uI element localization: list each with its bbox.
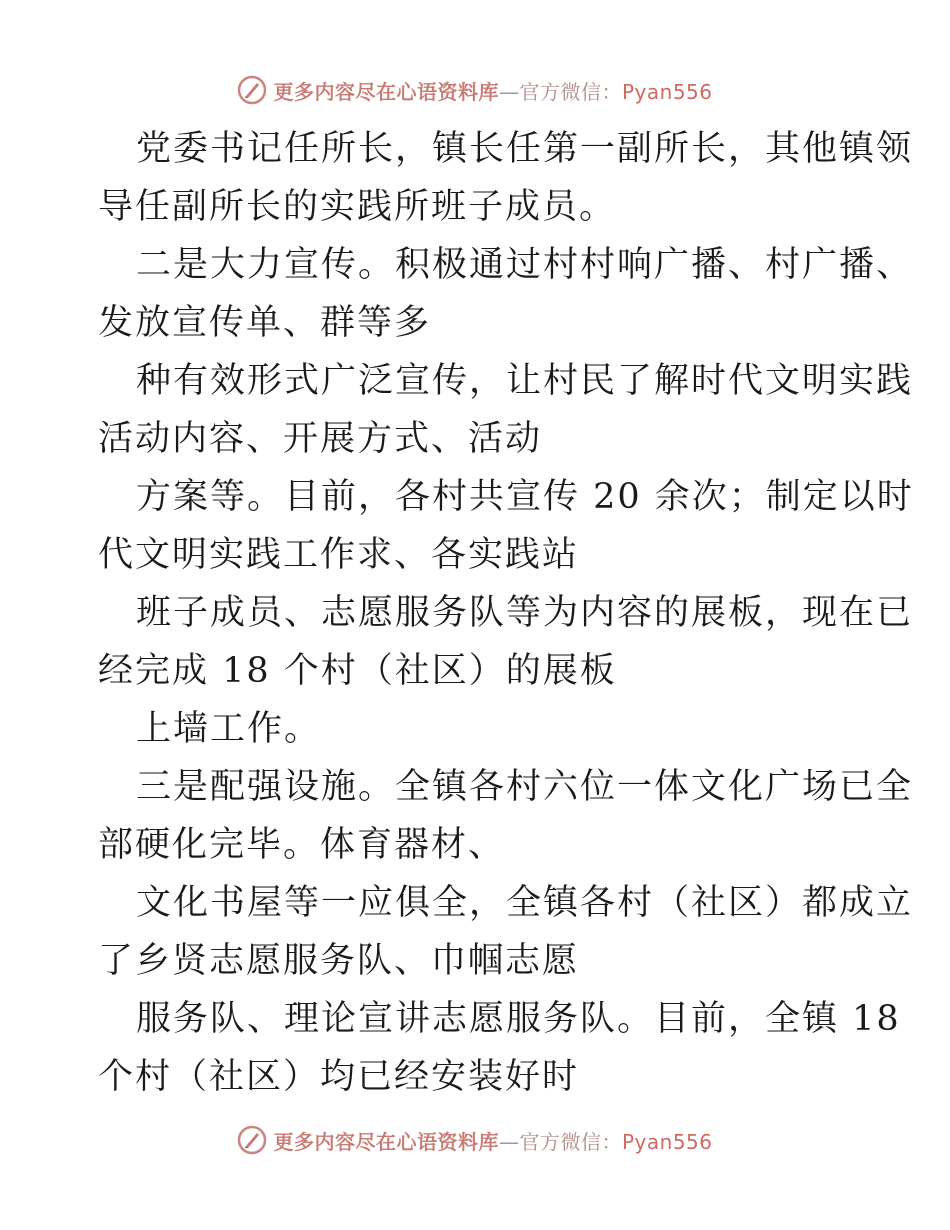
watermark-separator: —	[498, 1129, 520, 1154]
text-line: 班子成员、志愿服务队等为内容的展板，现在已	[136, 593, 914, 633]
text-line: 经完成 18 个村（社区）的展板	[98, 651, 617, 691]
text-line: 三是配强设施。全镇各村六位一体文化广场已全	[136, 767, 914, 807]
text-line: 发放宣传单、群等多	[98, 303, 432, 343]
text-line: 个村（社区）均已经安装好时	[98, 1057, 580, 1097]
text-line: 党委书记任所长，镇长任第一副所长，其他镇领	[136, 129, 914, 169]
watermark-separator: —	[498, 79, 520, 104]
document-body	[98, 120, 914, 1106]
text-line: 服务队、理论宣讲志愿服务队。目前，全镇 18	[136, 999, 901, 1039]
text-line: 导任副所长的实践所班子成员。	[98, 187, 617, 227]
watermark-label: 官方微信：	[519, 79, 622, 104]
watermark-account: Pyan556	[621, 1129, 713, 1154]
text-line: 文化书屋等一应俱全，全镇各村（社区）都成立	[136, 883, 914, 923]
quill-logo-icon	[237, 75, 267, 105]
quill-logo-icon	[237, 1125, 267, 1155]
header-watermark	[0, 70, 950, 110]
text-line: 方案等。目前，各村共宣传 20 余次；制定以时	[136, 477, 914, 517]
watermark-label: 官方微信：	[519, 1129, 622, 1154]
text-line: 种有效形式广泛宣传，让村民了解时代文明实践	[136, 361, 914, 401]
text-line: 二是大力宣传。积极通过村村响广播、村广播、	[136, 245, 914, 285]
text-line: 代文明实践工作求、各实践站	[98, 535, 580, 575]
watermark-account: Pyan556	[621, 79, 713, 104]
text-line: 部硬化完毕。体育器材、	[98, 825, 506, 865]
footer-watermark	[0, 1120, 950, 1160]
watermark-site: 更多内容尽在心语资料库	[273, 1129, 499, 1154]
text-line: 上墙工作。	[136, 709, 322, 749]
watermark-site: 更多内容尽在心语资料库	[273, 79, 499, 104]
text-line: 了乡贤志愿服务队、巾帼志愿	[98, 941, 580, 981]
text-line: 活动内容、开展方式、活动	[98, 419, 543, 459]
